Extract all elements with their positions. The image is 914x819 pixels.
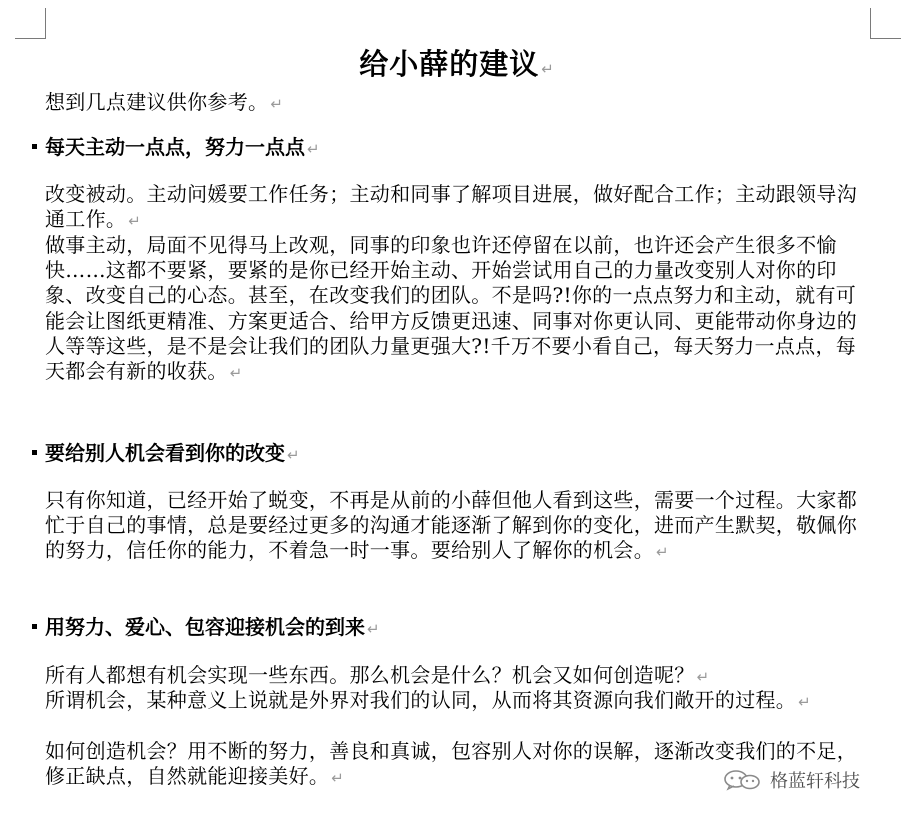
- paragraph-mark-icon: ↵: [229, 364, 243, 383]
- heading-text: 每天主动一点点，努力一点点: [45, 135, 305, 159]
- wechat-icon: [722, 769, 762, 791]
- paragraph-mark-icon: ↵: [656, 543, 669, 562]
- paragraph-mark-icon: ↵: [798, 693, 811, 711]
- paragraph-mark-icon: ↵: [128, 212, 142, 231]
- intro-paragraph[interactable]: [45, 90, 875, 117]
- heading-text: 用努力、爱心、包容迎接机会的到来: [45, 615, 365, 639]
- paragraph-text: 改变被动。主动问媛要工作任务；主动和同事了解项目进展，做好配合工作；主动跟领导沟通工作。: [45, 182, 857, 232]
- paragraph-mark-icon: ↵: [331, 769, 345, 788]
- section-2-paragraph-1[interactable]: [45, 488, 875, 566]
- bullet-icon: [32, 624, 37, 629]
- bullet-icon: [32, 144, 37, 149]
- document-title[interactable]: [0, 44, 914, 89]
- section-heading-1[interactable]: [45, 134, 865, 162]
- heading-text: 要给别人机会看到你的改变: [45, 441, 285, 465]
- paragraph-text: 只有你知道，已经开始了蜕变，不再是从前的小薛但他人看到这些，需要一个过程。大家都忙于自己的事情，总是要经过更多的沟通才能逐渐了解到你的变化，进而产生默契，敬佩你的努力，信任你的能力，不着急一时一事。要给别人了解你的机会。: [45, 488, 857, 563]
- paragraph-mark-icon: ↵: [541, 60, 555, 78]
- crop-mark-top-right: [870, 8, 901, 39]
- section-heading-2[interactable]: [45, 440, 865, 468]
- paragraph-mark-icon: ↵: [307, 140, 320, 158]
- section-1-paragraph-2[interactable]: [45, 233, 875, 386]
- paragraph-text: 所有人都想有机会实现一些东西。那么机会是什么？机会又如何创造呢？: [45, 663, 695, 687]
- section-3-paragraph-1[interactable]: [45, 663, 875, 690]
- paragraph-text: 所谓机会，某种意义上说就是外界对我们的认同，从而将其资源向我们敞开的过程。: [45, 688, 797, 712]
- paragraph-text: 如何创造机会？用不断的努力，善良和真诚，包容别人对你的误解，逐渐改变我们的不足，修正缺点，自然就能迎接美好。: [45, 739, 857, 789]
- section-1-paragraph-1[interactable]: [45, 182, 875, 234]
- bullet-icon: [32, 450, 37, 455]
- paragraph-mark-icon: ↵: [270, 95, 284, 113]
- section-3-paragraph-2[interactable]: [45, 688, 875, 715]
- paragraph-mark-icon: ↵: [367, 620, 380, 638]
- paragraph-text: 做事主动，局面不见得马上改观，同事的印象也许还停留在以前，也许还会产生很多不愉快……这都不要紧，要紧的是你已经开始主动、开始尝试用自己的力量改变别人对你的印象、改变自己的心态。甚至，在改变我们的团队。不是吗?!你的一点点努力和主动，就有可能会让图纸更精准、方案更适合、给甲方反馈更迅速、同事对你更认同、更能带动你身边的人等等这些，是不是会让我们的团队力量更强大?!千万不要小看自己，每天努力一点点，每天都会有新的收获。: [45, 233, 857, 384]
- section-heading-3[interactable]: [45, 614, 865, 642]
- paragraph-mark-icon: ↵: [287, 446, 300, 464]
- watermark: [722, 768, 860, 792]
- title-text: 给小薛的建议: [359, 47, 540, 81]
- paragraph-mark-icon: ↵: [696, 668, 710, 686]
- intro-text: 想到几点建议供你参考。: [45, 90, 269, 114]
- watermark-text: 格蓝轩科技: [770, 771, 860, 792]
- crop-mark-top-left: [15, 8, 46, 39]
